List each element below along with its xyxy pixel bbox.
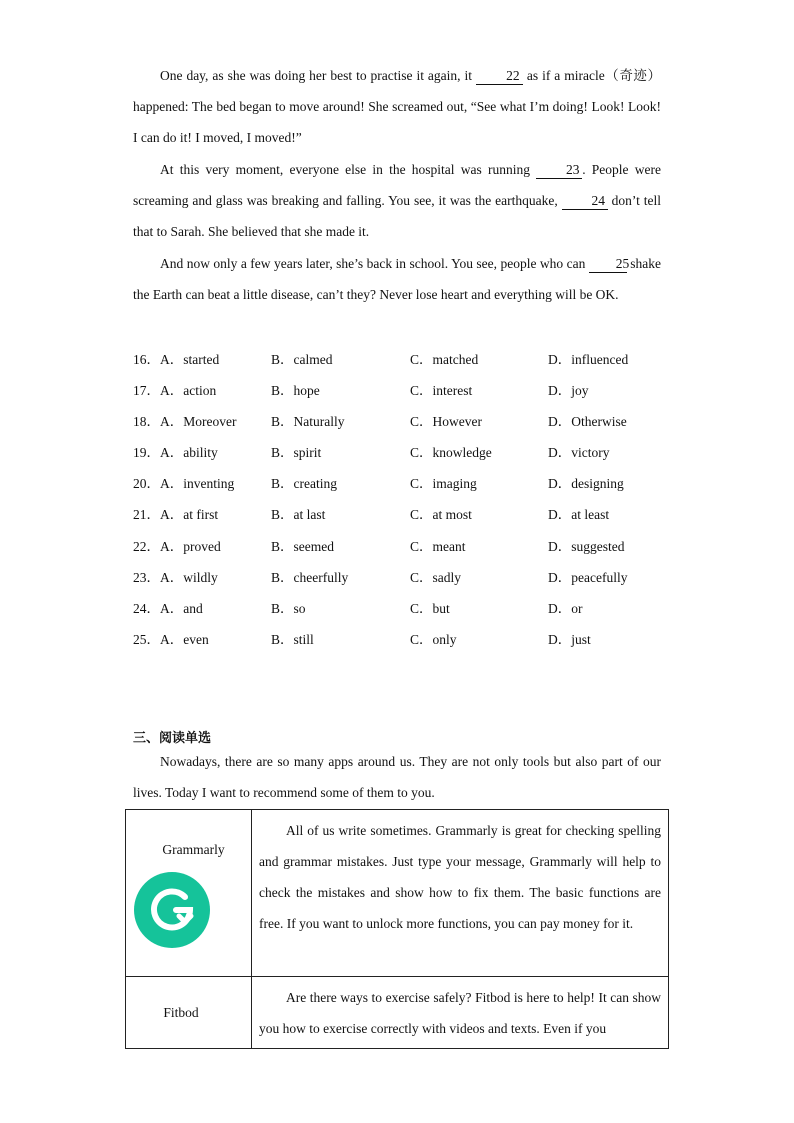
app-description: All of us write sometimes. Grammarly is great for checking spelling and grammar mistakes. Just type your message, Grammarly will help to check the mistakes and show how to fix them. The basic functions are free. If you want to unlock more functions, you can pay money for it. bbox=[252, 810, 669, 977]
option-b[interactable]: B．seemed bbox=[271, 539, 334, 554]
blank-23: 23 bbox=[536, 162, 582, 179]
option-c[interactable]: C．matched bbox=[410, 352, 479, 367]
question-row bbox=[133, 472, 693, 492]
option-b[interactable]: B．spirit bbox=[271, 445, 322, 460]
option-d[interactable]: D．at least bbox=[548, 507, 610, 522]
option-d[interactable]: D．or bbox=[548, 601, 583, 616]
option-d[interactable]: D．designing bbox=[548, 476, 624, 491]
question-row bbox=[133, 348, 693, 368]
app-name-cell bbox=[126, 810, 252, 977]
option-d[interactable]: D．influenced bbox=[548, 352, 629, 367]
paragraph-text: And now only a few years later, she’s back in school. You see, people who can bbox=[160, 256, 589, 271]
question-row bbox=[133, 441, 693, 461]
question-row bbox=[133, 535, 693, 555]
question-number: 20． bbox=[133, 476, 160, 491]
passage-paragraph-2 bbox=[133, 154, 661, 247]
option-a[interactable]: A．and bbox=[160, 601, 203, 616]
app-name-cell bbox=[126, 977, 252, 1049]
question-row bbox=[133, 566, 693, 586]
section-title: 三、阅读单选 bbox=[133, 731, 212, 746]
option-d[interactable]: D．victory bbox=[548, 445, 610, 460]
option-b[interactable]: B．Naturally bbox=[271, 414, 345, 429]
question-number: 19． bbox=[133, 445, 160, 460]
option-a[interactable]: A．inventing bbox=[160, 476, 235, 491]
paragraph-text: shake the Earth can beat a little disease, can’t they? Never lose heart and everything will be OK. bbox=[133, 256, 661, 302]
option-c[interactable]: C．sadly bbox=[410, 570, 462, 585]
option-d[interactable]: D．just bbox=[548, 632, 591, 647]
option-b[interactable]: B．still bbox=[271, 632, 314, 647]
option-a[interactable]: A．even bbox=[160, 632, 209, 647]
paragraph-text: One day, as she was doing her best to practise it again, it bbox=[160, 68, 476, 83]
app-name: Fitbod bbox=[163, 1004, 199, 1020]
paragraph-text: as if a miracle（奇迹）happened: The bed began to move around! She screamed out, “See what I’m doing! Look! Look! I can do it! I moved, I moved!” bbox=[133, 68, 661, 145]
question-number: 16． bbox=[133, 352, 160, 367]
question-number: 22． bbox=[133, 539, 160, 554]
table-row bbox=[126, 977, 669, 1049]
option-a[interactable]: A．Moreover bbox=[160, 414, 237, 429]
option-a[interactable]: A．at first bbox=[160, 507, 219, 522]
paragraph-text: don’t tell that to Sarah. She believed that she made it. bbox=[133, 193, 661, 239]
question-row bbox=[133, 410, 693, 430]
section-intro: Nowadays, there are so many apps around us. They are not only tools but also part of our lives. Today I want to recommend some of them to you. bbox=[133, 754, 661, 800]
option-c[interactable]: C．interest bbox=[410, 383, 473, 398]
app-name: Grammarly bbox=[162, 842, 225, 857]
blank-22: 22 bbox=[476, 68, 523, 85]
question-number: 21． bbox=[133, 507, 160, 522]
option-a[interactable]: A．started bbox=[160, 352, 220, 367]
option-c[interactable]: C．at most bbox=[410, 507, 472, 522]
grammarly-g-glyph bbox=[145, 883, 199, 937]
table-row bbox=[126, 810, 669, 977]
option-d[interactable]: D．joy bbox=[548, 383, 589, 398]
option-c[interactable]: C．knowledge bbox=[410, 445, 492, 460]
question-row bbox=[133, 503, 693, 523]
option-b[interactable]: B．cheerfully bbox=[271, 570, 349, 585]
option-a[interactable]: A．ability bbox=[160, 445, 218, 460]
question-number: 24． bbox=[133, 601, 160, 616]
question-number: 25． bbox=[133, 632, 160, 647]
blank-25: 25 bbox=[589, 256, 627, 273]
option-c[interactable]: C．However bbox=[410, 414, 482, 429]
option-a[interactable]: A．action bbox=[160, 383, 217, 398]
option-b[interactable]: B．creating bbox=[271, 476, 337, 491]
option-b[interactable]: B．at last bbox=[271, 507, 326, 522]
passage-paragraph-3 bbox=[133, 248, 661, 310]
paragraph-text: . People were screaming and glass was breaking and falling. You see, it was the earthquake, bbox=[133, 162, 661, 208]
option-a[interactable]: A．wildly bbox=[160, 570, 218, 585]
question-row bbox=[133, 597, 693, 617]
option-a[interactable]: A．proved bbox=[160, 539, 221, 554]
option-c[interactable]: C．imaging bbox=[410, 476, 477, 491]
app-description: Are there ways to exercise safely? Fitbod is here to help! It can show you how to exercise correctly with videos and texts. Even if you bbox=[252, 977, 669, 1049]
option-b[interactable]: B．hope bbox=[271, 383, 320, 398]
apps-table bbox=[125, 809, 669, 1049]
grammarly-logo-icon bbox=[134, 872, 210, 948]
question-number: 18． bbox=[133, 414, 160, 429]
option-d[interactable]: D．peacefully bbox=[548, 570, 628, 585]
question-number: 17． bbox=[133, 383, 160, 398]
question-row bbox=[133, 379, 693, 399]
option-c[interactable]: C．but bbox=[410, 601, 450, 616]
paragraph-text: At this very moment, everyone else in the hospital was running bbox=[160, 162, 537, 177]
option-d[interactable]: D．suggested bbox=[548, 539, 625, 554]
option-c[interactable]: C．meant bbox=[410, 539, 466, 554]
option-d[interactable]: D．Otherwise bbox=[548, 414, 627, 429]
blank-24: 24 bbox=[562, 193, 608, 210]
question-row bbox=[133, 628, 693, 648]
question-number: 23． bbox=[133, 570, 160, 585]
option-c[interactable]: C．only bbox=[410, 632, 457, 647]
option-b[interactable]: B．so bbox=[271, 601, 306, 616]
option-b[interactable]: B．calmed bbox=[271, 352, 333, 367]
passage-paragraph-1 bbox=[133, 60, 661, 153]
